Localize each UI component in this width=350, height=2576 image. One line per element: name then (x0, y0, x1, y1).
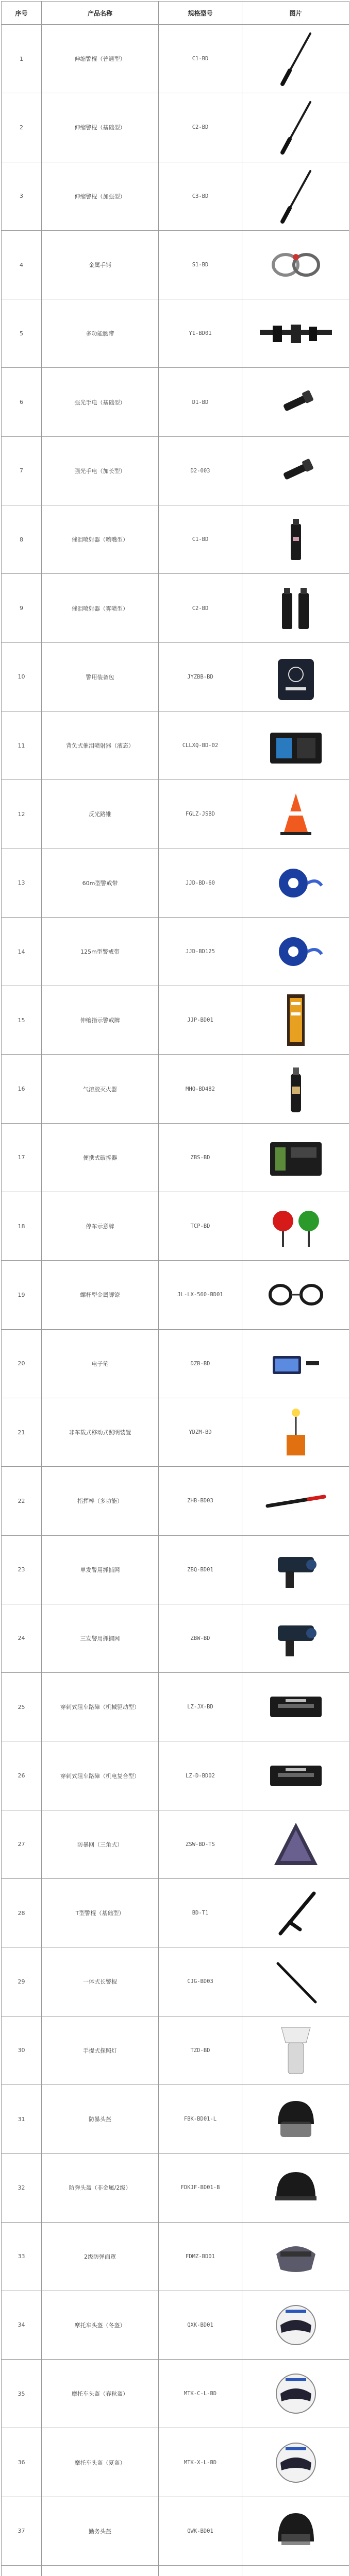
product-image (242, 1604, 349, 1672)
product-name: 伸缩警棍（普通型） (42, 25, 159, 93)
spray-icon (242, 516, 349, 563)
product-image (242, 25, 349, 93)
product-name: 电子笔 (42, 1329, 159, 1398)
table-row (2, 1741, 349, 1810)
bag-icon (242, 651, 349, 703)
product-image (242, 1810, 349, 1878)
product-name: 非车载式移动式照明装置 (42, 1398, 159, 1466)
product-image (242, 505, 349, 574)
product-image (242, 849, 349, 917)
product-image (242, 162, 349, 230)
sign-board-icon (242, 992, 349, 1048)
table-row (2, 2497, 349, 2565)
row-index: 25 (2, 1673, 42, 1741)
tape-icon (242, 862, 349, 904)
shield-net-icon (242, 1819, 349, 1870)
table-row (2, 505, 349, 574)
product-model: FDKJF-BD01-B (159, 2154, 242, 2222)
row-index: 28 (2, 1879, 42, 1947)
row-index: 12 (2, 780, 42, 849)
row-index: 17 (2, 1123, 42, 1192)
table-row (2, 93, 349, 162)
product-image (242, 986, 349, 1055)
device-icon (242, 1343, 349, 1384)
product-image (242, 2565, 349, 2576)
moto-helmet-icon (242, 2437, 349, 2488)
table-row (2, 986, 349, 1055)
header-image: 图片 (242, 2, 349, 25)
table-row (2, 1673, 349, 1741)
product-name: 反光路锥 (42, 780, 159, 849)
product-image (242, 2084, 349, 2153)
product-name: 单发警用抓捕网 (42, 1535, 159, 1604)
table-row (2, 1329, 349, 1398)
product-image (242, 2428, 349, 2497)
product-name: 60m型警戒带 (42, 849, 159, 917)
product-model: MHQ-BD482 (159, 1055, 242, 1123)
table-row (2, 1398, 349, 1466)
product-model: DZB-BD (159, 1329, 242, 1398)
table-row (2, 642, 349, 711)
row-index: 31 (2, 2084, 42, 2153)
product-table (1, 1, 349, 2576)
product-name (42, 2565, 159, 2576)
product-name: 穿刺式阻车路障（机械驱动型） (42, 1673, 159, 1741)
row-index: 1 (2, 25, 42, 93)
product-image (242, 2154, 349, 2222)
product-image (242, 93, 349, 162)
row-index: 27 (2, 1810, 42, 1878)
table-row (2, 1535, 349, 1604)
product-image (242, 1535, 349, 1604)
product-model: FBK-BD01-L (159, 2084, 242, 2153)
row-index: 14 (2, 917, 42, 986)
table-row (2, 917, 349, 986)
product-model: C1-BD (159, 25, 242, 93)
header-row (2, 2, 349, 25)
product-name: 螺杆型金属脚镣 (42, 1261, 159, 1329)
table-row (2, 1261, 349, 1329)
row-index: 37 (2, 2497, 42, 2565)
product-name: 催泪喷射器（雾喷型） (42, 574, 159, 642)
row-index: 19 (2, 1261, 42, 1329)
table-row (2, 2360, 349, 2428)
table-row (2, 230, 349, 299)
product-model: JYZBB-BD (159, 642, 242, 711)
tonfa-icon (242, 1887, 349, 1939)
table-row (2, 25, 349, 93)
product-image (242, 1879, 349, 1947)
product-image (242, 1329, 349, 1398)
product-model: TCP-BD (159, 1192, 242, 1261)
visor-icon (242, 2236, 349, 2277)
row-index: 18 (2, 1192, 42, 1261)
baton-icon (242, 30, 349, 87)
row-index: 2 (2, 93, 42, 162)
row-index: 36 (2, 2428, 42, 2497)
table-row (2, 1947, 349, 2016)
duty-helmet-icon (242, 2505, 349, 2557)
table-row (2, 436, 349, 505)
product-image (242, 2360, 349, 2428)
table-row (2, 2154, 349, 2222)
product-model: FDMZ-BD01 (159, 2222, 242, 2291)
kit-icon (242, 722, 349, 769)
product-name: 指挥棒（多功能） (42, 1467, 159, 1535)
product-name: 催泪喷射器（喷嘴型） (42, 505, 159, 574)
product-name: 手提式探照灯 (42, 2016, 159, 2084)
product-model: QXK-BD01 (159, 2291, 242, 2359)
row-index: 13 (2, 849, 42, 917)
product-name: 伸缩指示警戒牌 (42, 986, 159, 1055)
product-name: 摩托车头盔（夏盔） (42, 2428, 159, 2497)
product-name: 穿刺式阻车路障（机电复合型） (42, 1741, 159, 1810)
product-model: BD-T1 (159, 1879, 242, 1947)
product-image (242, 2497, 349, 2565)
row-index: 24 (2, 1604, 42, 1672)
product-name: T型警棍（基础型） (42, 1879, 159, 1947)
product-name: 勤务头盔 (42, 2497, 159, 2565)
helmet-visor-icon (242, 2093, 349, 2145)
stop-sign-icon (242, 1203, 349, 1249)
product-name: 2级防弹面罩 (42, 2222, 159, 2291)
product-name: 防暴头盔 (42, 2084, 159, 2153)
table-row (2, 849, 349, 917)
helmet-icon (242, 2164, 349, 2211)
extinguisher-icon (242, 1063, 349, 1115)
table-row (2, 2428, 349, 2497)
table-row (2, 2222, 349, 2291)
product-name: 停车示意牌 (42, 1192, 159, 1261)
row-index: 29 (2, 1947, 42, 2016)
net-gun-icon (242, 1547, 349, 1593)
product-model: JJD-BD125 (159, 917, 242, 986)
moto-helmet-icon (242, 2368, 349, 2419)
row-index (2, 2565, 42, 2576)
product-model: LZ-JX-BD (159, 1673, 242, 1741)
product-image (242, 1673, 349, 1741)
row-index: 32 (2, 2154, 42, 2222)
product-name: 金属手铐 (42, 230, 159, 299)
product-model: YDZM-BD (159, 1398, 242, 1466)
product-image (242, 1192, 349, 1261)
row-index: 5 (2, 299, 42, 368)
row-index: 7 (2, 436, 42, 505)
product-image (242, 2222, 349, 2291)
table-row (2, 299, 349, 368)
handcuffs-icon (242, 242, 349, 288)
header-model: 规格型号 (159, 2, 242, 25)
row-index: 21 (2, 1398, 42, 1466)
searchlight-icon (242, 2022, 349, 2079)
barrier-icon (242, 1686, 349, 1727)
wand-icon (242, 1485, 349, 1516)
product-name: 便携式破拆器 (42, 1123, 159, 1192)
toolkit-icon (242, 1134, 349, 1181)
tape-icon (242, 931, 349, 972)
row-index: 30 (2, 2016, 42, 2084)
table-row (2, 1879, 349, 1947)
product-model: JL-LX-560-BD01 (159, 1261, 242, 1329)
row-index: 4 (2, 230, 42, 299)
product-model (159, 2565, 242, 2576)
row-index: 11 (2, 711, 42, 779)
product-image (242, 1741, 349, 1810)
row-index: 33 (2, 2222, 42, 2291)
flashlight-icon (242, 382, 349, 423)
product-model: ZBW-BD (159, 1604, 242, 1672)
product-image (242, 1947, 349, 2016)
product-image (242, 780, 349, 849)
product-model: QWK-BD01 (159, 2497, 242, 2565)
product-model: C2-BD (159, 574, 242, 642)
row-index: 10 (2, 642, 42, 711)
table-row (2, 1467, 349, 1535)
product-image (242, 2016, 349, 2084)
row-index: 6 (2, 368, 42, 436)
row-index: 3 (2, 162, 42, 230)
product-image (242, 1055, 349, 1123)
table-row (2, 1604, 349, 1672)
row-index: 8 (2, 505, 42, 574)
product-model: C2-BD (159, 93, 242, 162)
product-name: 气溶胶灭火器 (42, 1055, 159, 1123)
row-index: 35 (2, 2360, 42, 2428)
table-row (2, 162, 349, 230)
row-index: 9 (2, 574, 42, 642)
product-name: 摩托车头盔（冬盔） (42, 2291, 159, 2359)
product-image (242, 642, 349, 711)
product-model: D1-BD (159, 368, 242, 436)
product-name: 强光手电（基础型） (42, 368, 159, 436)
product-name: 背负式催泪喷射器（液态） (42, 711, 159, 779)
belt-icon (242, 315, 349, 351)
light-icon (242, 1406, 349, 1458)
barrier-icon (242, 1755, 349, 1797)
product-model: ZBQ-BD01 (159, 1535, 242, 1604)
table-row (2, 1123, 349, 1192)
table-row (2, 368, 349, 436)
product-image (242, 436, 349, 505)
product-model: LZ-D-BD02 (159, 1741, 242, 1810)
table-row (2, 2291, 349, 2359)
row-index: 20 (2, 1329, 42, 1398)
row-index: 34 (2, 2291, 42, 2359)
row-index: 16 (2, 1055, 42, 1123)
product-model: CLLXQ-BD-02 (159, 711, 242, 779)
product-name: 伸缩警棍（基础型） (42, 93, 159, 162)
row-index: 26 (2, 1741, 42, 1810)
table-row (2, 1192, 349, 1261)
product-name: 伸缩警棍（加强型） (42, 162, 159, 230)
product-image (242, 917, 349, 986)
table-row (2, 2016, 349, 2084)
product-image (242, 1398, 349, 1466)
product-name: 防暴网（三角式） (42, 1810, 159, 1878)
product-name: 警用装备包 (42, 642, 159, 711)
product-model: MTK-X-L-BD (159, 2428, 242, 2497)
product-name: 摩托车头盔（春秋盔） (42, 2360, 159, 2428)
product-image (242, 574, 349, 642)
baton-icon (242, 99, 349, 156)
cone-icon (242, 791, 349, 837)
table-row (2, 574, 349, 642)
header-index: 序号 (2, 2, 42, 25)
table-row (2, 780, 349, 849)
product-model: ZBS-BD (159, 1123, 242, 1192)
product-model: C1-BD (159, 505, 242, 574)
product-name: 三发警用抓捕网 (42, 1604, 159, 1672)
product-model: S1-BD (159, 230, 242, 299)
product-model: ZHB-BD03 (159, 1467, 242, 1535)
row-index: 23 (2, 1535, 42, 1604)
product-name: 强光手电（加长型） (42, 436, 159, 505)
row-index: 22 (2, 1467, 42, 1535)
product-model: ZSW-BD-TS (159, 1810, 242, 1878)
row-index: 15 (2, 986, 42, 1055)
product-image (242, 2291, 349, 2359)
product-model: CJG-BD03 (159, 1947, 242, 2016)
shackles-icon (242, 1274, 349, 1315)
table-row (2, 1055, 349, 1123)
header-name: 产品名称 (42, 2, 159, 25)
product-image (242, 1467, 349, 1535)
product-model: C3-BD (159, 162, 242, 230)
table-row (2, 711, 349, 779)
product-model: Y1-BD01 (159, 299, 242, 368)
product-name: 多功能腰带 (42, 299, 159, 368)
product-image (242, 230, 349, 299)
product-model: TZD-BD (159, 2016, 242, 2084)
table-body (2, 25, 349, 2576)
flashlight-icon (242, 450, 349, 492)
spray-pair-icon (242, 585, 349, 632)
product-name: 一体式长警棍 (42, 1947, 159, 2016)
product-model: D2-003 (159, 436, 242, 505)
product-image (242, 1123, 349, 1192)
product-name: 125m型警戒带 (42, 917, 159, 986)
table-row (2, 1810, 349, 1878)
table-row (2, 2084, 349, 2153)
product-image (242, 1261, 349, 1329)
table-row (2, 2565, 349, 2576)
stick-icon (242, 1956, 349, 2007)
product-model: JJP-BD01 (159, 986, 242, 1055)
product-image (242, 368, 349, 436)
moto-helmet-icon (242, 2299, 349, 2351)
product-model: MTK-C-L-BD (159, 2360, 242, 2428)
product-image (242, 711, 349, 779)
product-model: FGLZ-JSBD (159, 780, 242, 849)
product-image (242, 299, 349, 368)
product-model: JJD-BD-60 (159, 849, 242, 917)
vest-icon (242, 2574, 349, 2576)
baton-icon (242, 168, 349, 225)
net-gun-icon (242, 1615, 349, 1662)
product-name: 防弹头盔（非金属/2级） (42, 2154, 159, 2222)
